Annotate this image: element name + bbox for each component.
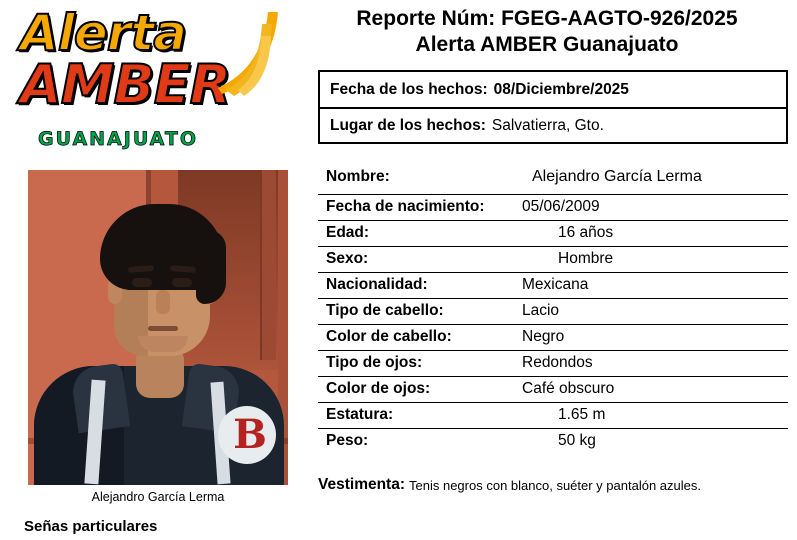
detail-value-tipo-ojos: Redondos (498, 350, 788, 376)
table-row (318, 376, 788, 402)
photo-canvas (28, 170, 288, 485)
photo-hair-side (196, 230, 226, 304)
detail-value-nombre: Alejandro García Lerma (498, 160, 788, 194)
report-number: Reporte Núm: FGEG-AAGTO-926/2025 (356, 7, 738, 30)
right-column (306, 0, 797, 540)
logo-alerta-text: Alerta (20, 4, 187, 62)
amber-alert-logo (18, 6, 290, 156)
photo-jersey-letter: B (233, 411, 267, 458)
detail-value-fecha-nacimiento: 05/06/2009 (498, 194, 788, 220)
left-column (0, 0, 300, 540)
detail-value-tipo-cabello: Lacio (498, 298, 788, 324)
detail-value-edad: 16 años (498, 220, 788, 246)
detail-label-tipo-ojos: Tipo de ojos: (318, 350, 498, 376)
detail-value-color-ojos: Café obscuro (498, 376, 788, 402)
table-row (318, 402, 788, 428)
victim-photo (28, 170, 288, 485)
detail-value-nacionalidad: Mexicana (498, 272, 788, 298)
senas-particulares-heading: Señas particulares (24, 518, 158, 535)
photo-caption: Alejandro García Lerma (91, 490, 225, 504)
event-date-value: 08/Diciembre/2025 (493, 80, 629, 98)
detail-label-fecha-nacimiento: Fecha de nacimiento: (318, 194, 498, 220)
table-row (318, 272, 788, 298)
amber-swoosh-icon (218, 10, 284, 96)
detail-label-sexo: Sexo: (318, 246, 498, 272)
table-row (318, 160, 788, 194)
photo-mouth (148, 326, 178, 331)
detail-label-nacionalidad: Nacionalidad: (318, 272, 498, 298)
detail-value-sexo: Hombre (498, 246, 788, 272)
event-place-value: Salvatierra, Gto. (491, 116, 604, 134)
vestimenta-label: Vestimenta: (318, 476, 406, 493)
detail-label-peso: Peso: (326, 432, 369, 450)
table-row (318, 246, 788, 272)
detail-label-color-ojos: Color de ojos: (318, 376, 498, 402)
table-row (318, 194, 788, 220)
table-row (318, 220, 788, 246)
event-place-row (320, 107, 786, 142)
table-row (318, 350, 788, 376)
table-row (318, 324, 788, 350)
photo-eye-left (132, 278, 152, 287)
photo-eye-right (172, 278, 192, 287)
detail-label-estatura: Estatura: (318, 402, 498, 428)
detail-value-estatura: 1.65 m (498, 402, 788, 428)
victim-details-table (318, 160, 788, 454)
event-date-label: Fecha de los hechos: (330, 80, 488, 98)
vestimenta-row (318, 476, 788, 494)
detail-value-peso: 50 kg (558, 432, 596, 450)
table-row (318, 428, 788, 454)
detail-label-nombre: Nombre: (318, 160, 498, 194)
event-info-box (318, 70, 788, 144)
detail-label-color-cabello: Color de cabello: (318, 324, 498, 350)
detail-label-tipo-cabello: Tipo de cabello: (318, 298, 498, 324)
table-row (318, 298, 788, 324)
photo-nose (156, 290, 170, 314)
photo-pipe (260, 170, 276, 360)
detail-value-color-cabello: Negro (498, 324, 788, 350)
logo-state-text: GUANAJUATO (38, 128, 199, 150)
event-date-row (320, 72, 786, 107)
event-place-label: Lugar de los hechos: (330, 116, 486, 134)
detail-label-edad: Edad: (318, 220, 498, 246)
page-title (306, 6, 788, 57)
logo-amber-text: AMBER (20, 53, 231, 116)
report-subtitle: Alerta AMBER Guanajuato (415, 32, 679, 56)
vestimenta-value: Tenis negros con blanco, suéter y pantalón azules. (409, 478, 701, 493)
